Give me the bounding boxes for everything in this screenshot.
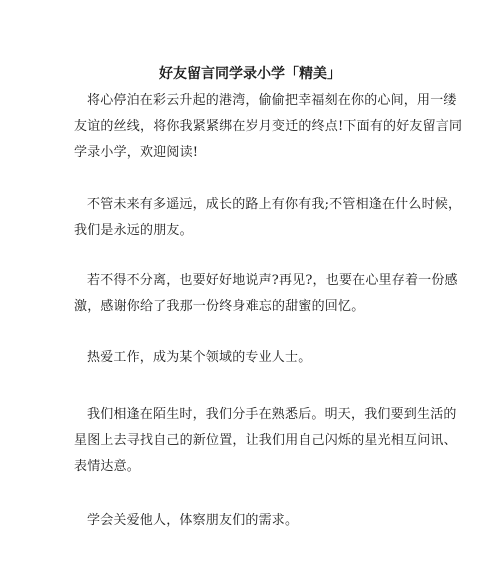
paragraph-line: 学录小学，欢迎阅读! [74, 145, 199, 160]
paragraph-line: 热爱工作，成为某个领域的专业人士。 [87, 350, 312, 365]
paragraph-line: 我们是永远的朋友。 [74, 223, 193, 238]
paragraph-line: 表情达意。 [74, 459, 141, 474]
paragraph-3 [74, 268, 458, 320]
paragraph-line: 不管未来有多遥远，成长的路上有你有我;不管相逢在什么时候， [87, 197, 462, 212]
paragraph-1 [74, 88, 463, 166]
paragraph-line: 我们相逢在陌生时，我们分手在熟悉后。明天，我们要到生活的 [87, 407, 457, 422]
paragraph-line: 若不得不分离，也要好好地说声?再见?，也要在心里存着一份感 [87, 273, 458, 288]
bottom-fade [0, 558, 500, 566]
paragraph-5 [74, 402, 457, 480]
paragraph-line: 友谊的丝线，将你我紧紧绑在岁月变迁的终点!下面有的好友留言同 [74, 119, 463, 134]
paragraph-line: 学会关爱他人，体察朋友们的需求。 [87, 513, 299, 528]
paragraph-2 [74, 192, 462, 244]
paragraph-4 [74, 345, 426, 371]
paragraph-line: 激，感谢你给了我那一份终身难忘的甜蜜的回忆。 [74, 299, 365, 314]
paragraph-6 [74, 508, 426, 534]
document-title: 好友留言同学录小学「精美」 [159, 66, 341, 82]
paragraph-line: 将心停泊在彩云升起的港湾，偷偷把幸福刻在你的心间，用一缕 [87, 93, 457, 108]
paragraph-line: 星图上去寻找自己的新位置，让我们用自己闪烁的星光相互问讯、 [74, 433, 457, 448]
